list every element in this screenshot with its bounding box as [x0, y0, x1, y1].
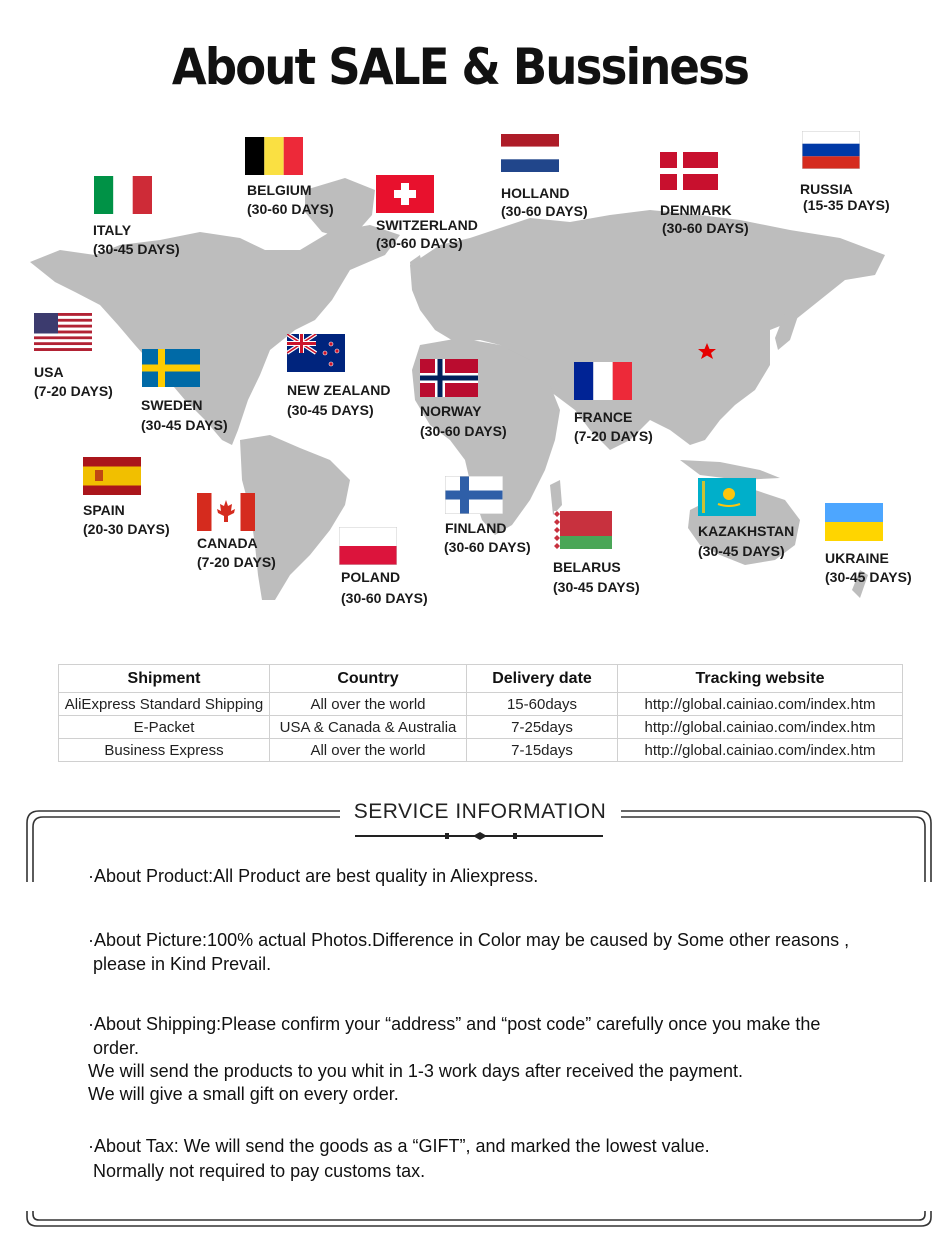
canada-flag-icon — [197, 493, 255, 531]
table-row — [59, 716, 903, 739]
about-picture-text: ·About Picture:100% actual Photos.Difference in Color may be caused by Some other reasons , — [88, 930, 850, 950]
country-name: BELGIUM — [247, 182, 312, 198]
norway-flag-icon — [420, 359, 478, 397]
cell-shipment: E-Packet — [59, 716, 270, 739]
spain-flag-icon — [83, 457, 141, 495]
kazakhstan-flag-icon — [698, 478, 756, 516]
cell-delivery-date: 7-25days — [467, 716, 618, 739]
newzealand-flag-icon — [287, 334, 345, 372]
madagascar-shape — [550, 480, 562, 515]
country-name: USA — [34, 364, 64, 380]
header-tracking-website: Tracking website — [618, 665, 903, 693]
russia-flag-icon — [802, 131, 860, 169]
belgium-flag-icon — [245, 137, 303, 175]
about-shipping-text: ·About Shipping:Please confirm your “address” and “post code” carefully once you make the — [88, 1014, 821, 1034]
country-name: BELARUS — [553, 559, 621, 575]
delivery-days: (30-45 DAYS) — [93, 241, 180, 257]
delivery-days: (30-60 DAYS) — [501, 203, 588, 219]
ornament-divider — [355, 832, 603, 840]
delivery-days: (30-60 DAYS) — [662, 220, 749, 236]
delivery-days: (30-60 DAYS) — [420, 423, 507, 439]
country-name: SPAIN — [83, 502, 125, 518]
table-row — [59, 739, 903, 762]
about-product-text: ·About Product:All Product are best quality in Aliexpress. — [88, 866, 539, 886]
shipping-time-text: We will send the products to you whit in 1-3 work days after received the payment. — [88, 1061, 743, 1081]
country-name: FINLAND — [445, 520, 507, 536]
cell-shipment: AliExpress Standard Shipping — [59, 693, 270, 716]
south-america-shape — [240, 435, 350, 600]
country-name: CANADA — [197, 535, 258, 551]
country-name: UKRAINE — [825, 550, 889, 566]
delivery-days: (30-60 DAYS) — [247, 201, 334, 217]
country-name: KAZAKHSTAN — [698, 523, 795, 539]
about-tax-text-cont: Normally not required to pay customs tax. — [88, 1161, 426, 1181]
cell-country: All over the world — [270, 693, 467, 716]
cell-country: USA & Canada & Australia — [270, 716, 467, 739]
header-delivery-date: Delivery date — [467, 665, 618, 693]
cell-tracking-website: http://global.cainiao.com/index.htm — [618, 693, 903, 716]
cell-tracking-website: http://global.cainiao.com/index.htm — [618, 716, 903, 739]
country-name: NORWAY — [420, 403, 482, 419]
country-name: FRANCE — [574, 409, 633, 425]
country-name: ITALY — [93, 222, 132, 238]
delivery-days: (30-60 DAYS) — [444, 539, 531, 555]
switzerland-flag-icon — [376, 175, 434, 213]
sweden-flag-icon — [142, 349, 200, 387]
cell-delivery-date: 7-15days — [467, 739, 618, 762]
country-name: RUSSIA — [800, 181, 853, 197]
delivery-days: (30-45 DAYS) — [287, 402, 374, 418]
header-shipment: Shipment — [59, 665, 270, 693]
delivery-days: (15-35 DAYS) — [803, 197, 890, 213]
belarus-flag-icon — [554, 511, 612, 549]
service-title: SERVICE INFORMATION — [340, 800, 620, 824]
cell-delivery-date: 15-60days — [467, 693, 618, 716]
delivery-days: (30-45 DAYS) — [698, 543, 785, 559]
delivery-days: (7-20 DAYS) — [574, 428, 653, 444]
delivery-days: (30-45 DAYS) — [825, 569, 912, 585]
country-name: SWITZERLAND — [376, 217, 478, 233]
table-header-row — [59, 665, 903, 693]
cell-country: All over the world — [270, 739, 467, 762]
country-name: DENMARK — [660, 202, 732, 218]
finland-flag-icon — [445, 476, 503, 514]
shipping-table — [58, 664, 903, 762]
italy-flag-icon — [94, 176, 152, 214]
gift-text: We will give a small gift on every order. — [88, 1084, 399, 1104]
delivery-days: (7-20 DAYS) — [34, 383, 113, 399]
denmark-flag-icon — [660, 152, 718, 190]
table-row — [59, 693, 903, 716]
about-picture-text-cont: please in Kind Prevail. — [88, 954, 272, 974]
france-flag-icon — [574, 362, 632, 400]
country-name: HOLLAND — [501, 185, 570, 201]
ukraine-flag-icon — [825, 503, 883, 541]
cell-shipment: Business Express — [59, 739, 270, 762]
delivery-days: (30-45 DAYS) — [141, 417, 228, 433]
about-shipping-text-cont: order. — [88, 1038, 140, 1058]
indonesia-shape — [680, 460, 780, 480]
about-tax-text: ·About Tax: We will send the goods as a “GIFT”, and marked the lowest value. — [88, 1136, 710, 1156]
delivery-days: (7-20 DAYS) — [197, 554, 276, 570]
country-name: NEW ZEALAND — [287, 382, 391, 398]
holland-flag-icon — [501, 134, 559, 172]
page-title: About SALE & Bussiness — [171, 38, 749, 96]
country-name: SWEDEN — [141, 397, 203, 413]
cell-tracking-website: http://global.cainiao.com/index.htm — [618, 739, 903, 762]
poland-flag-icon — [339, 527, 397, 565]
delivery-days: (20-30 DAYS) — [83, 521, 170, 537]
delivery-days: (30-60 DAYS) — [376, 235, 463, 251]
delivery-days: (30-45 DAYS) — [553, 579, 640, 595]
delivery-days: (30-60 DAYS) — [341, 590, 428, 606]
usa-flag-icon — [34, 313, 92, 351]
header-country: Country — [270, 665, 467, 693]
country-name: POLAND — [341, 569, 401, 585]
